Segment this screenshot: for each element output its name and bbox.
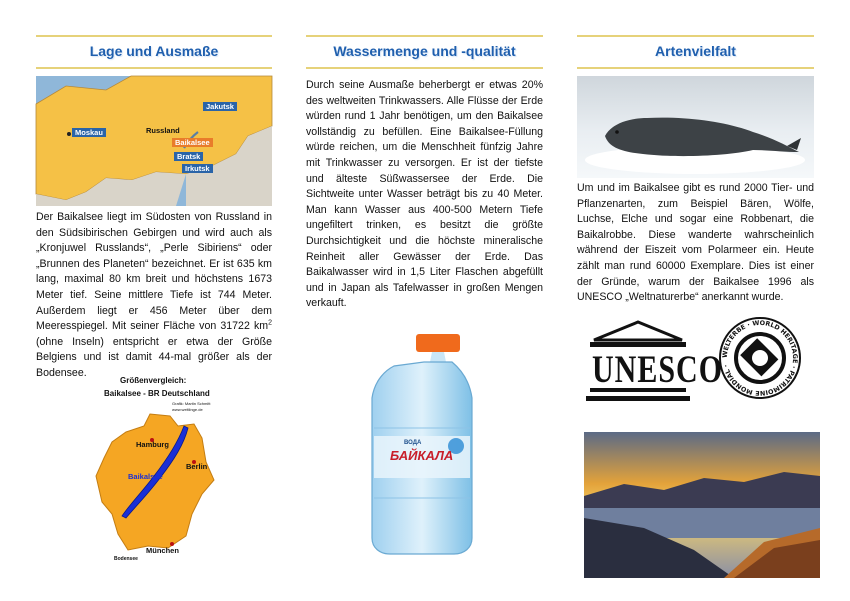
comparison-site: www.weltlinge.de xyxy=(172,407,203,412)
map-label-bratsk: Bratsk xyxy=(174,152,203,161)
map-label-irkutsk: Irkutsk xyxy=(182,164,213,173)
heading-lage: Lage und Ausmaße xyxy=(89,43,219,59)
water-bottle-image xyxy=(344,328,500,560)
map-label-moskau: Moskau xyxy=(72,128,106,137)
text-lage-end: (ohne Inseln) entspricht er etwa der Größe Belgiens und ist damit 44-mal größer als der Bodensee. xyxy=(36,335,272,379)
heading-rule-2 xyxy=(306,35,543,69)
whc-ring-text: WELTERBE · WORLD HERITAGE · PATRIMOINE MONDIAL · xyxy=(720,318,800,398)
comparison-subtitle: Baikalsee - BR Deutschland xyxy=(104,389,210,398)
comparison-credit: Grafik: Martin Schmitt xyxy=(172,401,211,406)
map-label-bodensee: Bodensee xyxy=(114,556,138,562)
map-label-hamburg: Hamburg xyxy=(136,440,169,449)
baikal-seal-photo xyxy=(577,76,814,178)
bottle-label: БАЙКАЛА xyxy=(390,448,454,463)
world-heritage-emblem xyxy=(718,316,802,400)
russia-map-graphic xyxy=(36,76,272,206)
text-lage-sup: 2 xyxy=(268,319,272,327)
comparison-title: Größenvergleich: xyxy=(120,376,187,385)
map-label-muenchen: München xyxy=(146,546,179,555)
baikal-landscape-photo xyxy=(584,432,820,578)
text-wassermenge-body: Durch seine Ausmaße beherbergt er etwas 20% des weltweiten Trinkwassers. Alle Flüsse der Erde würden rund 1 Jahr benötigen, um den Baikalsee vollständig zu befüllen. Eine Baikalsee-Füllung würde reichen, um die Menschheit fünfzig Jahre mit Trinkwasser zu versorgen. Er ist der tiefste und älteste Süßwassersee der Erde. Die Sichtweite unter Wasser beträgt bis zu 40 Meter. Man kann Wasser aus 400-500 Metern Tiefe ungefiltert trinken, es besitzt die größte Durchsichtigkeit und die höchste mineralische Reinheit aller Gewässer der Erde. Das Baikalwasser wird in 1,5 Liter Flaschen abgefüllt und in Japan als Tafelwasser in großen Mengen verkauft. xyxy=(306,79,543,310)
world-heritage-graphic xyxy=(718,316,802,400)
unesco-text: UNESCO xyxy=(592,348,724,391)
comparison-graphic xyxy=(82,376,232,564)
map-label-baikalsee: Baikalsee xyxy=(172,138,213,147)
heading-rule-1 xyxy=(36,35,272,69)
heading-wassermenge: Wassermenge und -qualität xyxy=(333,43,516,59)
map-label-russland: Russland xyxy=(146,126,180,135)
text-artenvielfalt xyxy=(577,181,814,306)
unesco-logo xyxy=(584,318,724,406)
seal-graphic xyxy=(577,76,814,178)
text-lage xyxy=(36,210,272,382)
text-artenvielfalt-body: Um und im Baikalsee gibt es rund 2000 Tier- und Pflanzenarten, zum Beispiel Bären, Wölfe, Luchse, Elche und sogar eine Robbenart, die Baikalrobbe. Diese wanderte wahrscheinlich während der Eiszeit vom Polarmeer ein. Heute zählt man rund 60000 Exemplare. Dies ist einer der Gründe, warum der Baikalsee 1996 als UNESCO „Weltnaturerbe“ anerkannt wurde. xyxy=(577,182,814,304)
map-label-jakutsk: Jakutsk xyxy=(203,102,237,111)
landscape-graphic xyxy=(584,432,820,578)
russia-map xyxy=(36,76,272,206)
bottle-sublabel: ВОДА xyxy=(404,440,422,446)
text-wassermenge xyxy=(306,78,543,312)
map-label-baikalsee-de: Baikalsee xyxy=(128,472,163,481)
heading-rule-3 xyxy=(577,35,814,69)
water-bottle-graphic xyxy=(344,328,500,560)
text-lage-main: Der Baikalsee liegt im Südosten von Russland in den Südsibirischen Gebirgen und wird auch als „Kronjuwel Russlands“, „Perle Sibiriens“ oder „Brunnen des Planeten“ bezeichnet. Er ist 635 km lang, maximal 80 km breit und höchstens 1673 Meter tief. Seine mittlere Tiefe ist 744 Meter. Außerdem liegt er 456 Meter über dem Meeresspiegel. Mit seiner Fläche von 31722 km xyxy=(36,211,272,333)
heading-artenvielfalt: Artenvielfalt xyxy=(655,43,736,59)
germany-map-graphic xyxy=(82,376,232,564)
map-label-berlin: Berlin xyxy=(186,462,208,471)
